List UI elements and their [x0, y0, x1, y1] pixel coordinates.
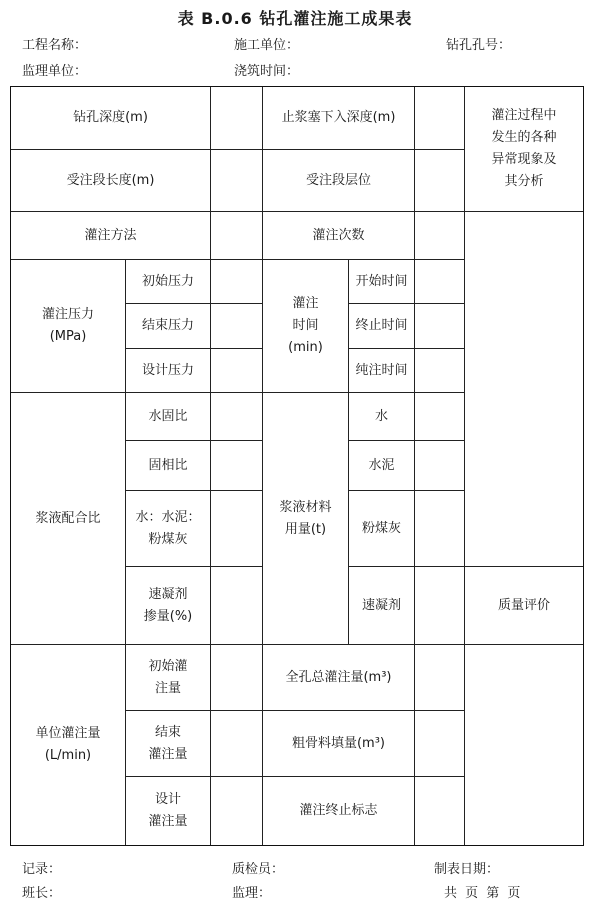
drill-depth-value[interactable] — [211, 87, 263, 150]
design-volume-value[interactable] — [211, 777, 263, 845]
anomaly-analysis-area[interactable] — [465, 212, 583, 567]
aggregate-fill-label: 粗骨料填量(m³) — [263, 711, 415, 777]
start-time-value[interactable] — [415, 260, 465, 304]
accelerator-label: 速凝剂 — [349, 567, 415, 645]
total-grout-label: 全孔总灌注量(m³) — [263, 645, 415, 711]
grout-stop-mark-label: 灌注终止标志 — [263, 777, 415, 845]
team-leader-label: 班长： — [22, 886, 62, 901]
water-solid-ratio-label: 水固比 — [126, 393, 211, 441]
accelerator-dosage-label: 速凝剂 掺量(%) — [126, 567, 211, 645]
drill-depth-label: 钻孔深度(m) — [11, 87, 211, 150]
end-time-label: 终止时间 — [349, 304, 415, 349]
page-count-label: 共 页 第 页 — [444, 886, 523, 901]
end-pressure-label: 结束压力 — [126, 304, 211, 349]
fly-ash-value[interactable] — [415, 491, 465, 567]
quality-eval-label: 质量评价 — [465, 567, 583, 645]
grout-segment-length-value[interactable] — [211, 150, 263, 212]
fly-ash-label: 粉煤灰 — [349, 491, 415, 567]
accelerator-dosage-value[interactable] — [211, 567, 263, 645]
end-time-value[interactable] — [415, 304, 465, 349]
grout-segment-length-label: 受注段长度(m) — [11, 150, 211, 212]
initial-pressure-label: 初始压力 — [126, 260, 211, 304]
start-time-label: 开始时间 — [349, 260, 415, 304]
grout-stop-mark-value[interactable] — [415, 777, 465, 845]
water-cement-fly-ash-label: 水：水泥： 粉煤灰 — [126, 491, 211, 567]
design-volume-label: 设计 灌注量 — [126, 777, 211, 845]
slurry-material-label: 浆液材料 用量(t) — [263, 393, 349, 645]
cement-value[interactable] — [415, 441, 465, 491]
end-pressure-value[interactable] — [211, 304, 263, 349]
initial-pressure-value[interactable] — [211, 260, 263, 304]
tabulation-date-label: 制表日期： — [434, 862, 500, 877]
page-title: 表 B.0.6 钻孔灌注施工成果表 — [177, 9, 413, 28]
grout-segment-layer-value[interactable] — [415, 150, 465, 212]
aggregate-fill-value[interactable] — [415, 711, 465, 777]
solid-phase-ratio-value[interactable] — [211, 441, 263, 491]
grout-time-label: 灌注 时间 (min) — [263, 260, 349, 393]
net-time-label: 纯注时间 — [349, 349, 415, 393]
anomaly-analysis-label: 灌注过程中 发生的各种 异常现象及 其分析 — [465, 87, 583, 212]
water-cement-fly-ash-value[interactable] — [211, 491, 263, 567]
inspector-label: 质检员： — [232, 862, 285, 877]
grouting-results-table — [10, 86, 584, 846]
initial-volume-label: 初始灌 注量 — [126, 645, 211, 711]
grout-count-label: 灌注次数 — [263, 212, 415, 260]
construction-unit-label: 施工单位： — [234, 38, 300, 53]
water-value[interactable] — [415, 393, 465, 441]
design-pressure-label: 设计压力 — [126, 349, 211, 393]
hole-number-label: 钻孔孔号： — [446, 38, 512, 53]
total-grout-value[interactable] — [415, 645, 465, 711]
end-volume-value[interactable] — [211, 711, 263, 777]
project-name-label: 工程名称： — [22, 38, 88, 53]
cement-label: 水泥 — [349, 441, 415, 491]
initial-volume-value[interactable] — [211, 645, 263, 711]
supervision-unit-label: 监理单位： — [22, 64, 88, 79]
unit-grout-volume-label: 单位灌注量 (L/min) — [11, 645, 126, 845]
water-solid-ratio-value[interactable] — [211, 393, 263, 441]
quality-eval-area[interactable] — [465, 645, 583, 845]
grout-method-value[interactable] — [211, 212, 263, 260]
solid-phase-ratio-label: 固相比 — [126, 441, 211, 491]
end-volume-label: 结束 灌注量 — [126, 711, 211, 777]
recorder-label: 记录： — [22, 862, 62, 877]
grout-segment-layer-label: 受注段层位 — [263, 150, 415, 212]
accelerator-value[interactable] — [415, 567, 465, 645]
water-label: 水 — [349, 393, 415, 441]
plug-depth-value[interactable] — [415, 87, 465, 150]
pour-time-label: 浇筑时间： — [234, 64, 300, 79]
grout-pressure-label: 灌注压力 (MPa) — [11, 260, 126, 393]
net-time-value[interactable] — [415, 349, 465, 393]
grout-count-value[interactable] — [415, 212, 465, 260]
plug-depth-label: 止浆塞下入深度(m) — [263, 87, 415, 150]
design-pressure-value[interactable] — [211, 349, 263, 393]
grout-method-label: 灌注方法 — [11, 212, 211, 260]
slurry-ratio-label: 浆液配合比 — [11, 393, 126, 645]
supervisor-label: 监理： — [232, 886, 272, 901]
